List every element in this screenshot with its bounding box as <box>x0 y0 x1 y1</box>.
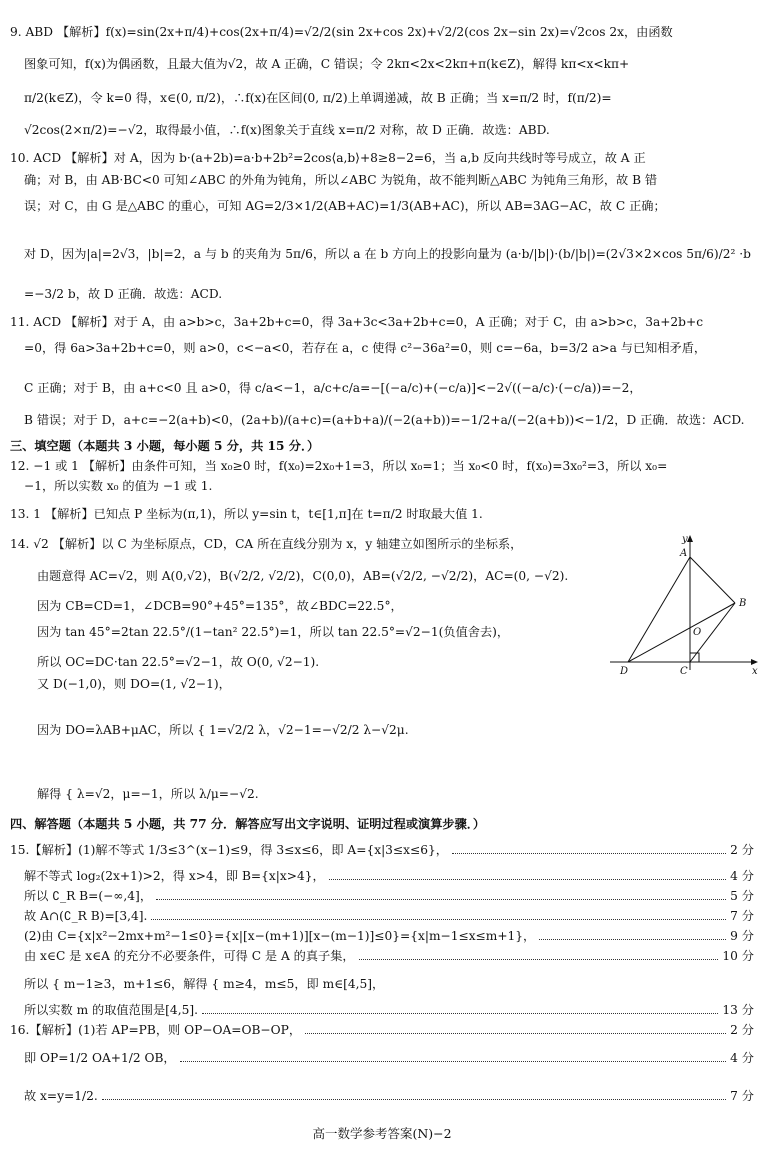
segment-DB <box>628 603 735 662</box>
text-line: B 错误；对于 D，a+c=−2(a+b)<0，(2a+b)/(a+c)=(a+b+a)/(−2(a+b))=−1/2+a/(−2(a+b))<−1/2，D 正确．故选：ACD. <box>24 413 745 427</box>
text-line: 图象可知，f(x)为偶函数，且最大值为√2，故 A 正确，C 错误；令 2kπ<2x<2kπ+π(k∈Z)，解得 kπ<x<kπ+ <box>24 57 630 71</box>
label-D: D <box>620 666 629 676</box>
scored-text: 即 OP=1/2 OA+1/2 OB， <box>24 1051 176 1065</box>
geometry-figure <box>604 532 760 676</box>
leader-dots <box>102 1098 726 1100</box>
text-line: =0，得 6a>3a+2b+c=0，则 a>0，c<−a<0，若存在 a，c 使得 c²−36a²=0，则 c=−6a，b=3/2 a>a 与已知相矛盾， <box>24 341 707 355</box>
text-line: 13. 1 【解析】已知点 P 坐标为(π,1)，所以 y=sin t，t∈[1,π]在 t=π/2 时取最大值 1. <box>10 507 483 521</box>
points: 2 分 <box>730 1023 754 1037</box>
section-heading: 三、填空题（本题共 3 小题，每小题 5 分，共 15 分．） <box>10 439 320 453</box>
text-line <box>24 976 754 992</box>
scored-line <box>24 1088 754 1104</box>
label-O: O <box>693 627 702 638</box>
leader-dots <box>156 898 726 900</box>
text-line: 因为 tan 45°=2tan 22.5°/(1−tan² 22.5°)=1，所以 tan 22.5°=√2−1(负值舍去)， <box>37 625 510 639</box>
scored-text: 所以实数 m 的取值范围是[4,5]. <box>24 1003 198 1017</box>
scored-text: 由 x∈C 是 x∈A 的充分不必要条件，可得 C 是 A 的真子集， <box>24 949 355 963</box>
label-B: B <box>739 598 747 609</box>
scored-line <box>10 842 754 858</box>
scored-text: (2)由 C={x|x²−2mx+m²−1≤0}={x|[x−(m+1)][x−(m−1)]≤0}={x|m−1≤x≤m+1}， <box>24 929 536 943</box>
text-line: =−3/2 b，故 D 正确．故选：ACD. <box>24 287 223 301</box>
leader-dots <box>539 938 726 940</box>
label-A: A <box>680 548 688 559</box>
points: 10 分 <box>722 949 754 963</box>
leader-dots <box>151 918 726 920</box>
points: 5 分 <box>730 889 754 903</box>
points: 4 分 <box>730 869 754 883</box>
text-line: π/2(k∈Z)，令 k=0 得，x∈(0, π/2)，∴f(x)在区间(0, π/2)上单调递减，故 B 正确；当 x=π/2 时，f(π/2)= <box>24 91 612 105</box>
scored-text: 16.【解析】(1)若 AP=PB，则 OP−OA=OB−OP， <box>10 1023 302 1037</box>
scored-text: 15.【解析】(1)解不等式 1/3≤3^(x−1)≤9，得 3≤x≤6，即 A={x|3≤x≤6}， <box>10 843 448 857</box>
text-line: 所以 OC=DC·tan 22.5°=√2−1，故 O(0, √2−1). <box>37 655 320 669</box>
points: 13 分 <box>722 1003 754 1017</box>
segment-AD <box>628 557 690 662</box>
x-axis-arrow <box>751 659 758 665</box>
text-line: 因为 DO=λAB+μAC，所以 { 1=√2/2 λ，√2−1=−√2/2 λ−√2μ. <box>37 723 409 737</box>
leader-dots <box>305 1032 726 1034</box>
scored-text: 所以 { m−1≥3，m+1≤6，解得 { m≥4，m≤5，即 m∈[4,5]， <box>24 977 385 991</box>
scored-line <box>24 908 754 924</box>
coordinate-diagram <box>604 532 760 676</box>
text-line: √2cos(2×π/2)=−√2，取得最小值，∴f(x)图象关于直线 x=π/2 对称，故 D 正确．故选：ABD. <box>24 123 550 137</box>
points: 7 分 <box>730 1089 754 1103</box>
section-heading: 四、解答题（本题共 5 小题，共 77 分．解答应写出文字说明、证明过程或演算步骤．） <box>10 817 486 831</box>
text-line: 11. ACD 【解析】对于 A，由 a>b>c，3a+2b+c=0，得 3a+3c<3a+2b+c=0，A 正确；对于 C，由 a>b>c，3a+2b+c <box>10 315 704 329</box>
segment-AB <box>690 557 735 603</box>
leader-dots <box>359 958 719 960</box>
scored-line <box>24 1002 754 1018</box>
leader-dots <box>329 878 727 880</box>
text-line: 14. √2 【解析】以 C 为坐标原点，CD，CA 所在直线分别为 x，y 轴建立如图所示的坐标系， <box>10 537 523 551</box>
scored-text: 解不等式 log₂(2x+1)>2，得 x>4，即 B={x|x>4}， <box>24 869 325 883</box>
leader-dots <box>180 1060 727 1062</box>
points: 4 分 <box>730 1051 754 1065</box>
label-C: C <box>680 666 688 676</box>
page-footer: 高一数学参考答案(N)−2 <box>312 1126 452 1141</box>
scored-line <box>24 888 754 904</box>
text-line: C 正确；对于 B，由 a+c<0 且 a>0，得 c/a<−1，a/c+c/a=−[(−a/c)+(−c/a)]<−2√((−a/c)·(−c/a))=−2， <box>24 381 642 395</box>
scored-text: 故 x=y=1/2. <box>24 1089 98 1103</box>
scored-line <box>24 1050 754 1066</box>
points: 9 分 <box>730 929 754 943</box>
label-y: y <box>682 534 688 545</box>
text-line: 误；对 C，由 G 是△ABC 的重心，可知 AG=2/3×1/2(AB+AC)=1/3(AB+AC)，所以 AB=3AG−AC，故 C 正确； <box>24 199 666 213</box>
scored-line <box>24 928 754 944</box>
text-line: 确；对 B，由 AB·BC<0 可知∠ABC 的外角为钝角，所以∠ABC 为锐角，故不能判断△ABC 为钝角三角形，故 B 错 <box>24 173 658 187</box>
text-line: −1，所以实数 x₀ 的值为 −1 或 1. <box>24 479 213 493</box>
points: 7 分 <box>730 909 754 923</box>
scored-line <box>24 868 754 884</box>
text-line: 由题意得 AC=√2，则 A(0,√2)，B(√2/2, √2/2)，C(0,0)，AB=(√2/2, −√2/2)，AC=(0, −√2). <box>37 569 569 583</box>
scored-line <box>24 948 754 964</box>
text-line: 解得 { λ=√2，μ=−1，所以 λ/μ=−√2. <box>37 787 259 801</box>
points: 2 分 <box>730 843 754 857</box>
text-line: 9. ABD 【解析】f(x)=sin(2x+π/4)+cos(2x+π/4)=√2/2(sin 2x+cos 2x)+√2/2(cos 2x−sin 2x)=√2cos 2x，由函数 <box>10 25 673 39</box>
scored-line <box>10 1022 754 1038</box>
label-x: x <box>752 666 758 676</box>
text-line: 因为 CB=CD=1，∠DCB=90°+45°=135°，故∠BDC=22.5°， <box>37 599 403 613</box>
leader-dots <box>202 1012 718 1014</box>
y-axis-arrow <box>687 535 693 542</box>
text-line: 对 D，因为|a|=2√3，|b|=2，a 与 b 的夹角为 5π/6，所以 a 在 b 方向上的投影向量为 (a·b/|b|)·(b/|b|)=(2√3×2×cos 5π/6)/2² ·b <box>24 247 751 261</box>
leader-dots <box>452 852 726 854</box>
text-line: 10. ACD 【解析】对 A，因为 b·(a+2b)=a·b+2b²=2cos⟨a,b⟩+8≥8−2=6，当 a,b 反向共线时等号成立，故 A 正 <box>10 151 646 165</box>
text-line: 12. −1 或 1 【解析】由条件可知，当 x₀≥0 时，f(x₀)=2x₀+1=3，所以 x₀=1；当 x₀<0 时，f(x₀)=3x₀²=3，所以 x₀= <box>10 459 668 473</box>
text-line: 又 D(−1,0)，则 DO=(1, √2−1)， <box>37 677 231 691</box>
scored-text: 所以 ∁_R B=(−∞,4]， <box>24 889 153 903</box>
scored-text: 故 A∩(∁_R B)=[3,4]. <box>24 909 148 923</box>
